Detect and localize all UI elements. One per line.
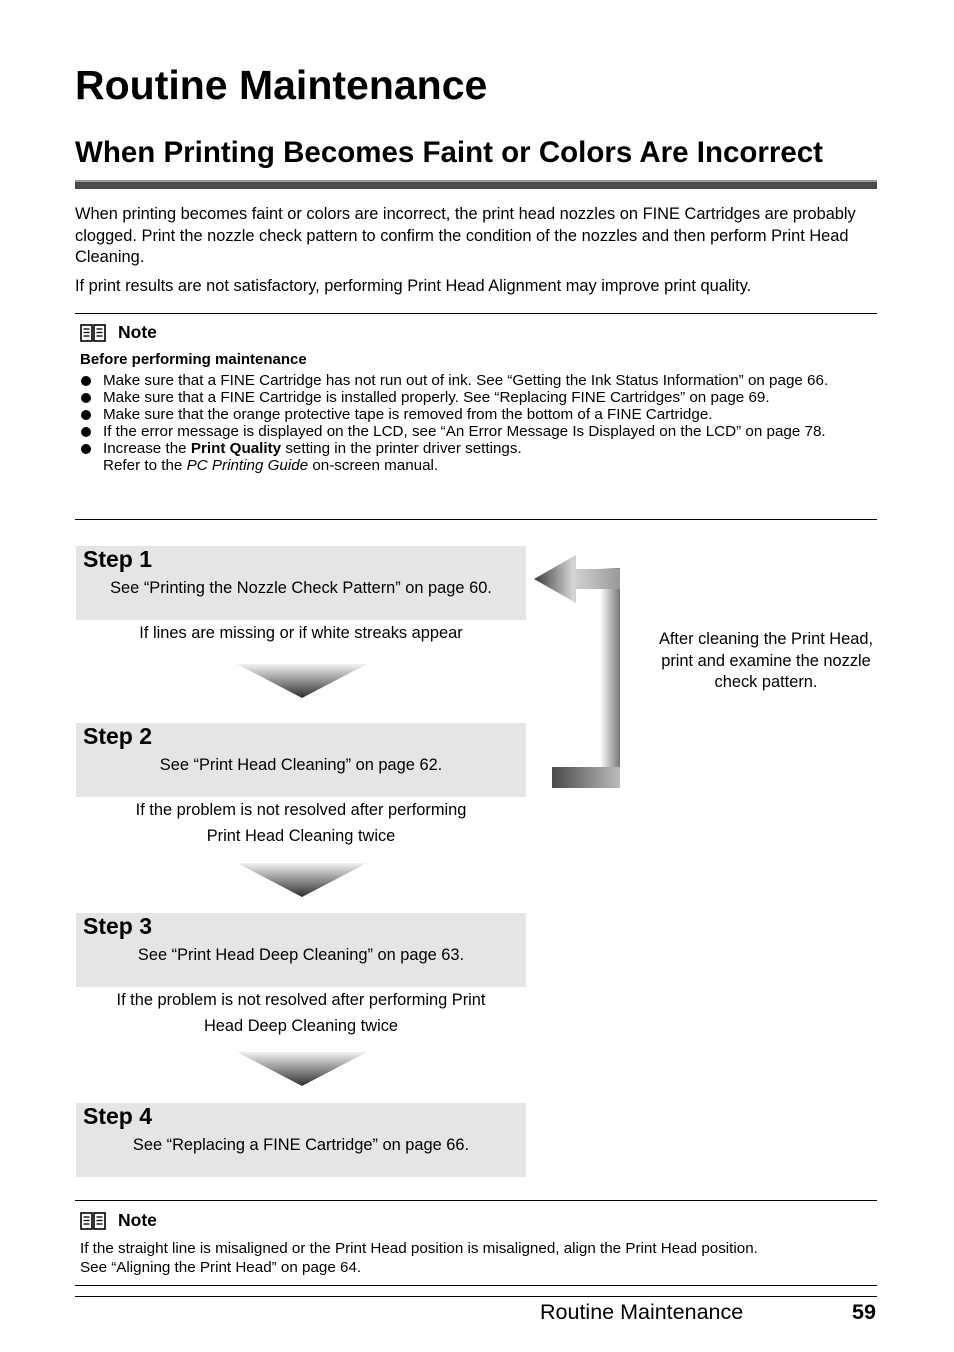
step-reference: See “Printing the Nozzle Check Pattern” on page 60.	[110, 579, 492, 597]
list-item: Make sure that a FINE Cartridge is installed properly. See “Replacing FINE Cartridges” on page 69.	[80, 389, 870, 406]
alignment-paragraph: If print results are not satisfactory, performing Print Head Alignment may improve print quality.	[75, 277, 752, 295]
section-title-underline	[75, 180, 877, 189]
step-2-box	[76, 723, 526, 797]
step-reference: See “Replacing a FINE Cartridge” on page 66.	[132, 1136, 470, 1154]
page-title: Routine Maintenance	[75, 62, 488, 108]
step-reference: See “Print Head Deep Cleaning” on page 63.	[137, 946, 465, 964]
bullet-icon	[81, 410, 91, 420]
footer-section-name: Routine Maintenance	[540, 1300, 744, 1324]
note-heading	[80, 1210, 157, 1231]
note2-top-divider	[75, 1200, 877, 1201]
note-label: Note	[118, 1210, 157, 1230]
loop-back-note: After cleaning the Print Head, print and examine the nozzle check pattern.	[658, 630, 874, 691]
note-top-divider	[75, 313, 877, 314]
condition-2: If the problem is not resolved after performing Print Head Cleaning twice	[135, 801, 467, 845]
note-label: Note	[118, 322, 157, 342]
page-number: 59	[852, 1300, 876, 1324]
step-title: Step 3	[83, 913, 153, 939]
step-4-box	[76, 1103, 526, 1177]
bullet-icon	[81, 427, 91, 437]
loop-back-arrow-icon	[534, 555, 622, 790]
list-item: Make sure that a FINE Cartridge has not run out of ink. See “Getting the Ink Status Information” on page 66.	[80, 372, 870, 389]
list-item: Increase the Print Quality setting in the printer driver settings. Refer to the PC Printing Guide on-screen manual.	[80, 440, 870, 474]
arrow-down-icon	[237, 863, 367, 897]
bullet-icon	[81, 444, 91, 454]
note-heading	[80, 322, 157, 343]
bullet-icon	[81, 393, 91, 403]
step-title: Step 4	[83, 1103, 153, 1129]
note-bottom-divider	[75, 519, 877, 520]
condition-3: If the problem is not resolved after performing Print Head Deep Cleaning twice	[116, 991, 486, 1035]
list-item: Make sure that the orange protective tape is removed from the bottom of a FINE Cartridge.	[80, 406, 870, 423]
intro-paragraph: When printing becomes faint or colors are incorrect, the print head nozzles on FINE Cartridges are probably clogged. Print the nozzle check pattern to confirm the condition of the nozzles and then perform Print Head Cleaning.	[75, 205, 856, 266]
book-icon	[80, 324, 106, 342]
arrow-down-icon	[237, 664, 367, 698]
footer-divider-top	[75, 1285, 877, 1286]
step-title: Step 2	[83, 723, 153, 749]
book-icon	[80, 1212, 106, 1230]
arrow-down-icon	[237, 1052, 367, 1086]
step-3-box	[76, 913, 526, 987]
step-1-box	[76, 546, 526, 620]
footer-divider-bottom	[75, 1296, 877, 1297]
maintenance-checklist	[80, 372, 870, 474]
note-subheading: Before performing maintenance	[80, 351, 307, 368]
step-title: Step 1	[83, 546, 153, 572]
list-item: If the error message is displayed on the LCD, see “An Error Message Is Displayed on the LCD” on page 78.	[80, 423, 870, 440]
bullet-icon	[81, 376, 91, 386]
step-reference: See “Print Head Cleaning” on page 62.	[159, 756, 443, 774]
section-title: When Printing Becomes Faint or Colors Are Incorrect	[75, 136, 824, 169]
alignment-note: If the straight line is misaligned or the Print Head position is misaligned, align the Print Head position. See “Aligning the Print Head” on page 64.	[80, 1240, 758, 1276]
condition-1: If lines are missing or if white streaks appear	[139, 624, 463, 642]
